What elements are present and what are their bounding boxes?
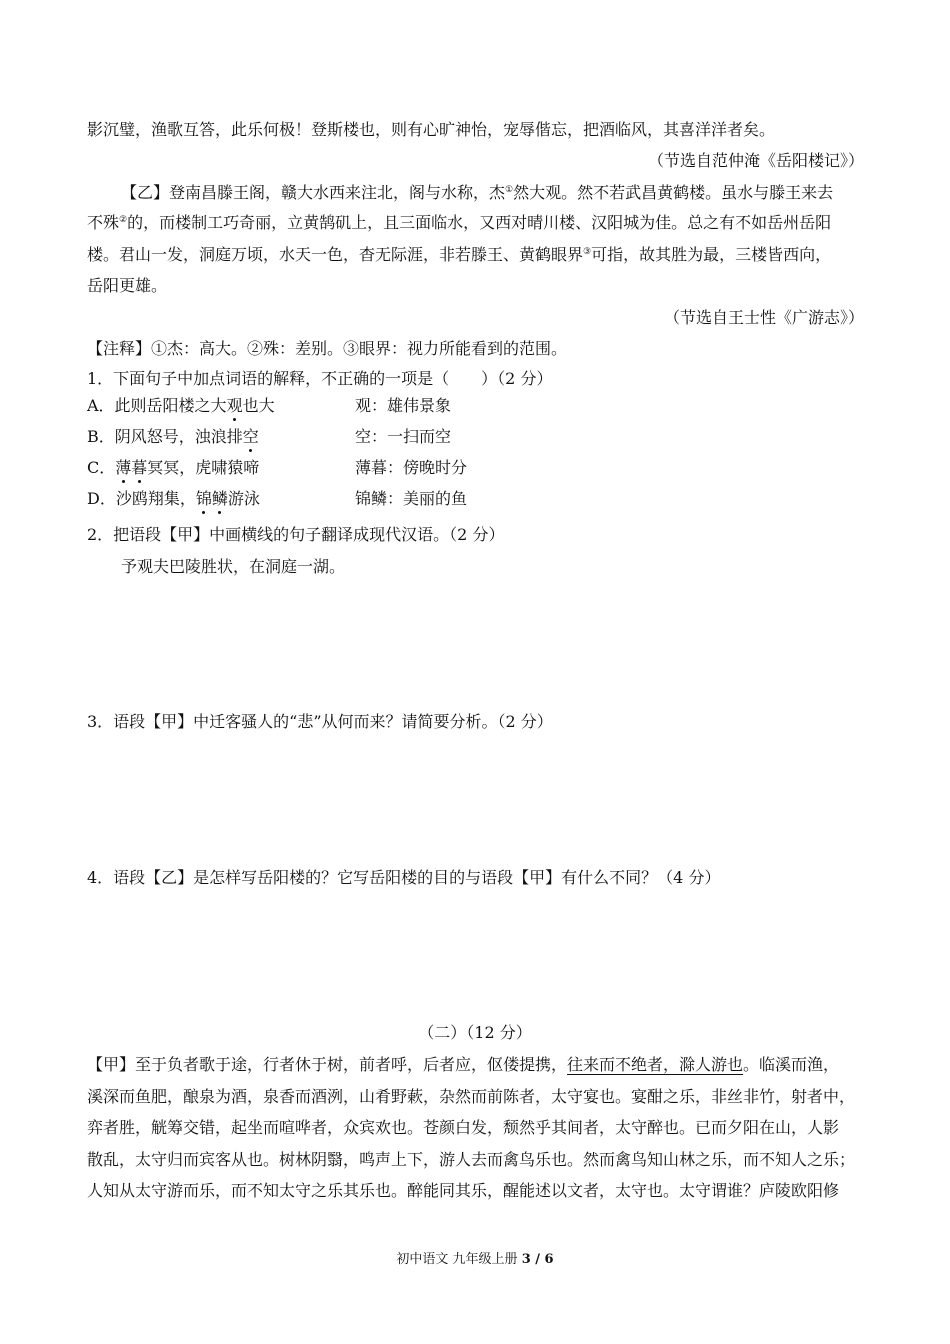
source-citation: （节选自范仲淹《岳阳楼记》） <box>647 151 864 170</box>
footnote-mark: ③ <box>583 247 592 257</box>
passage-line: 弈者胜，觥筹交错，起坐而喧哗者，众宾欢也。苍颜白发，颓然乎其间者，太守醉也。已而夕阳在山，人影 <box>87 1118 840 1137</box>
passage-line: 散乱，太守归而宾客从也。树林阴翳，鸣声上下，游人去而禽鸟乐也。然而禽鸟知山林之乐，而不知人之乐； <box>87 1150 856 1169</box>
passage-line: 人知从太守游而乐，而不知太守之乐其乐也。醉能同其乐，醒能述以文者，太守也。太守谓谁？庐陵欧阳修 <box>87 1181 840 1200</box>
underlined-sentence: 往来而不绝者，滁人游也 <box>567 1055 744 1074</box>
option-a: A．此则岳阳楼之大观也大 <box>87 396 275 415</box>
section-2-heading: （二）（12 分） <box>418 1023 532 1042</box>
page-footer: 初中语文 九年级上册 3 / 6 <box>396 1252 554 1267</box>
footnote-mark: ② <box>119 215 128 225</box>
footnote-mark: ① <box>505 185 514 195</box>
source-citation: （节选自王士性《广游志》） <box>663 308 864 327</box>
option-b-explanation: 空：一扫而空 <box>355 427 452 446</box>
annotation-notes: 【注释】①杰：高大。②殊：差别。③眼界：视力所能看到的范围。 <box>87 339 568 358</box>
passage-line: 岳阳更雄。 <box>87 276 168 295</box>
question-4-stem: 4．语段【乙】是怎样写岳阳楼的？它写岳阳楼的目的与语段【甲】有什么不同？（4 分） <box>87 868 721 887</box>
option-d-explanation: 锦鳞：美丽的鱼 <box>355 489 468 508</box>
option-a-explanation: 观：雄伟景象 <box>355 396 452 415</box>
question-3-stem: 3．语段【甲】中迁客骚人的“悲”从何而来？请简要分析。（2 分） <box>87 712 553 731</box>
question-1-stem: 1．下面句子中加点词语的解释，不正确的一项是（ ）（2 分） <box>87 369 553 388</box>
option-c: C．薄暮冥冥，虎啸猿啼 <box>87 458 260 477</box>
passage-line: 影沉璧，渔歌互答，此乐何极！登斯楼也，则有心旷神怡，宠辱偕忘，把酒临风，其喜洋洋者矣。 <box>87 120 776 139</box>
question-2-stem: 2．把语段【甲】中画横线的句子翻译成现代汉语。（2 分） <box>87 525 505 544</box>
passage-line: 溪深而鱼肥，酿泉为酒，泉香而酒洌，山肴野蔌，杂然而前陈者，太守宴也。宴酣之乐，非丝非竹，射者中， <box>87 1087 856 1106</box>
page-number: 3 / 6 <box>521 1252 554 1267</box>
option-d: D．沙鸥翔集，锦鳞游泳 <box>87 489 260 508</box>
passage-line: 楼。君山一发，洞庭万顷，水天一色，杳无际涯，非若滕王、黄鹤眼界③可指，故其胜为最，三楼皆西向， <box>87 245 832 264</box>
passage-line: 不殊②的，而楼制工巧奇丽，立黄鹄矶上，且三面临水，又西对晴川楼、汉阳城为佳。总之有不如岳州岳阳 <box>87 213 832 232</box>
option-b: B．阴风怒号，浊浪排空 <box>87 427 259 446</box>
passage-line: 【甲】至于负者歌于途，行者休于树，前者呼，后者应，伛偻提携，往来而不绝者，滁人游也。临溪而渔， <box>87 1055 840 1074</box>
question-2-sentence: 予观夫巴陵胜状，在洞庭一湖。 <box>121 557 346 576</box>
option-c-explanation: 薄暮：傍晚时分 <box>355 458 468 477</box>
passage-line: 【乙】登南昌滕王阁，赣大水西来注北，阁与水称，杰①然大观。然不若武昌黄鹤楼。虽水与滕王来去 <box>121 183 834 202</box>
